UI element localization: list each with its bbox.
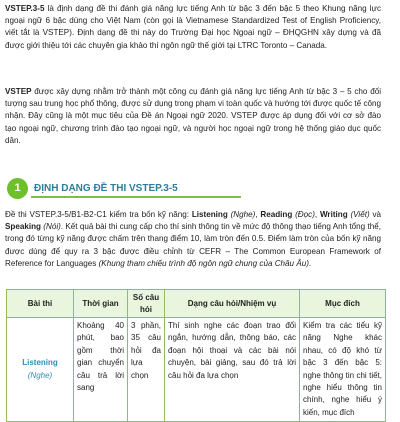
header-purpose: Mục đích (300, 290, 386, 318)
skill-listening-vi: (Nghe) (227, 210, 256, 219)
intro-paragraph-2 (5, 86, 381, 147)
description-text: . Kết quả bài thi cung cấp cho thí sinh thông tin về mức độ thông thạo tiếng Anh tổng thể, trong đó từng kỹ năng được chấm trên thang điểm 10, làm tròn đến 0.5. Điểm làm tròn của bốn kỹ năng được dùng để quy ra 3 bậc được điều chỉnh từ CEFR – The Common European Framework of Reference for Languages (5, 222, 381, 268)
table-header-row (7, 290, 386, 318)
skill-writing: Writing (319, 210, 348, 219)
intro-text-2: được xây dựng nhằm trở thành một công cụ đánh giá năng lực tiếng Anh từ bậc 3 – 5 cho đối tượng sau trung học phổ thông, được sử dụng trong phạm vi toàn quốc và hướng tới được quốc tế công nhận. Đây cũng là một mục tiêu của Đề án Ngoại ngữ 2020. VSTEP được áp dụng đối với cơ sở đào tạo ngoại ngữ, chương trình đào tạo ngoại ngữ, và người học ngoại ngữ trong hệ thống giáo dục quốc dân. (5, 87, 381, 145)
section-number-badge: 1 (7, 178, 28, 199)
skill-speaking: Speaking (5, 222, 41, 232)
cell-purpose: Kiểm tra các tiểu kỹ năng Nghe khác nhau, có độ khó từ bậc 3 đến bậc 5: nghe thông tin chi tiết, nghe hiểu thông tin chính, nghe hiểu ý kiến, mục đích (300, 318, 386, 422)
skill-speaking-vi: (Nói) (40, 222, 61, 232)
skill-listening: Listening (191, 210, 228, 219)
skill-writing-vi: (Viết) (347, 210, 370, 219)
skill-name-vi: (Nghe) (27, 370, 53, 380)
vstep-term: VSTEP.3-5 (5, 4, 45, 13)
header-task: Dạng câu hỏi/Nhiệm vụ (165, 290, 300, 318)
header-test: Bài thi (7, 290, 74, 318)
cell-skill (7, 318, 74, 422)
conjunction: và (369, 210, 381, 219)
cell-time: Khoảng 40 phút, bao gồm thời gian chuyển câu trả lời sang (74, 318, 128, 422)
description-text: Đề thi VSTEP.3-5/B1-B2-C1 kiểm tra bốn kỹ năng: (5, 210, 192, 219)
separator: , (255, 210, 261, 219)
skill-name: Listening (22, 358, 58, 368)
intro-paragraph-1 (5, 3, 381, 52)
exam-format-table (6, 289, 386, 422)
vstep-term: VSTEP (5, 87, 32, 96)
cell-questions: 3 phần, 35 câu hỏi đa lựa chọn (128, 318, 165, 422)
description-paragraph (5, 209, 381, 270)
skill-reading: Reading (260, 210, 293, 219)
cell-task: Thí sinh nghe các đoạn trao đổi ngắn, hướng dẫn, thông báo, các đoạn hội thoại và các bài nói chuyện, bài giảng, sau đó trả lời câu hỏi đa lựa chọn (165, 318, 300, 422)
section-underline (31, 196, 241, 198)
skill-reading-vi: (Đọc) (292, 210, 315, 219)
section-heading (7, 178, 387, 200)
table-row (7, 318, 386, 422)
description-text: . (308, 258, 312, 268)
header-time: Thời gian (74, 290, 128, 318)
header-questions: Số câu hỏi (128, 290, 165, 318)
section-title: ĐỊNH DẠNG ĐỀ THI VSTEP.3-5 (34, 183, 178, 194)
intro-text-1: là định dạng đề thi đánh giá năng lực tiếng Anh từ bậc 3 đến bậc 5 theo Khung năng lực ngoại ngữ 6 bậc dùng cho Việt Nam (còn gọi là Vietnamese Standardized Test of English Proficiency, viết tắt là VSTEP). Định dạng đề thi này do Trường Đại học Ngoại ngữ – ĐHQGHN xây dựng và đã được giới thiệu tới các chuyên gia khảo thí ngôn ngữ thế giới tại LTRC Toronto – Canada. (5, 4, 381, 50)
separator: , (314, 210, 320, 219)
cefr-translation: (Khung tham chiếu trình độ ngôn ngữ chung của Châu Âu) (98, 258, 309, 268)
